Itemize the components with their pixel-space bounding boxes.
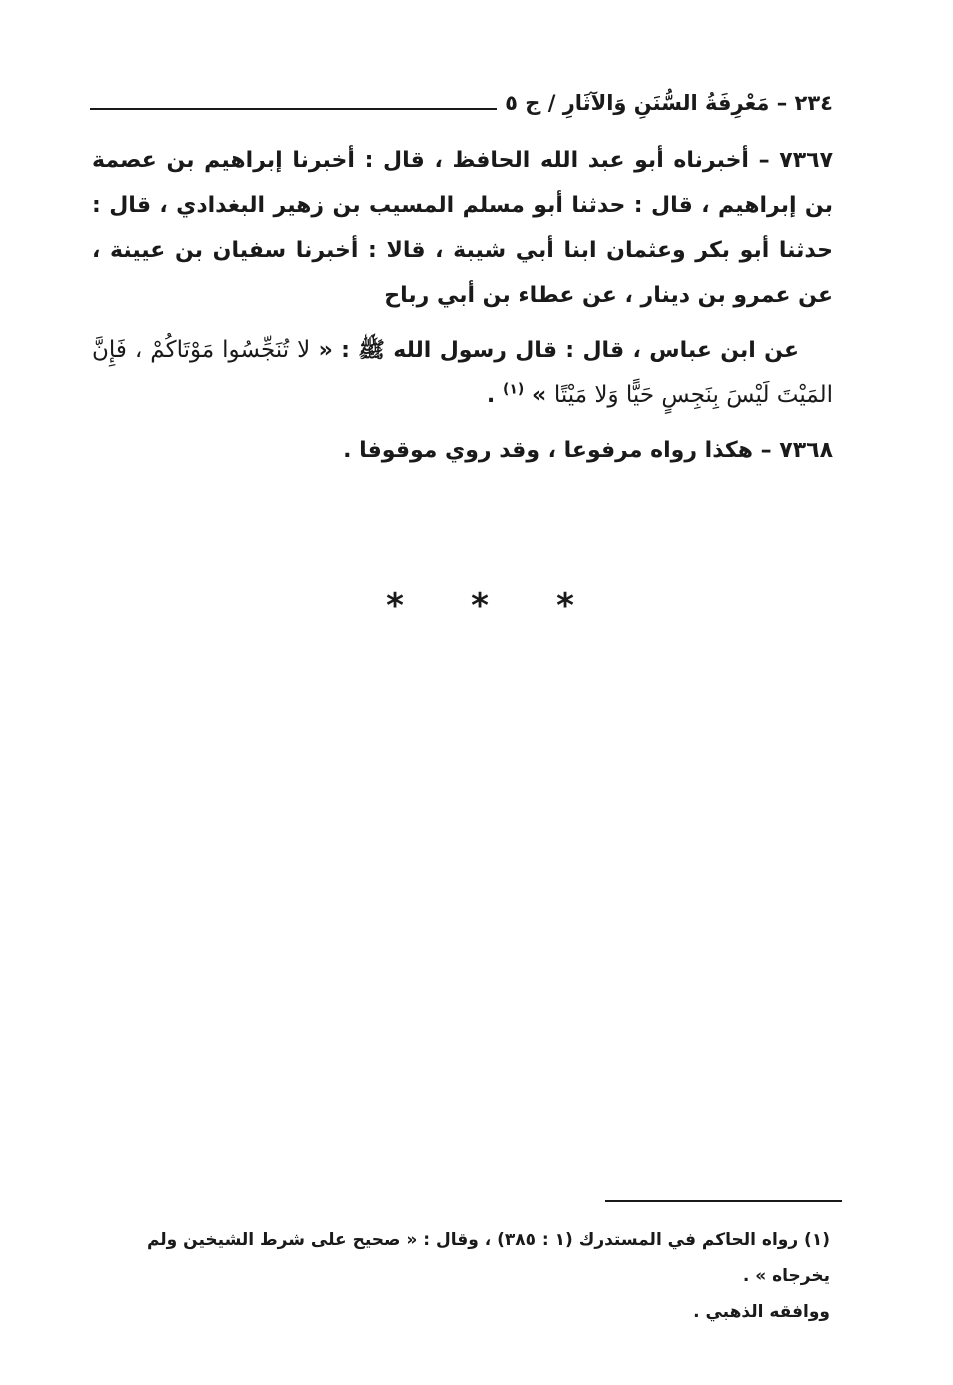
main-text bbox=[92, 138, 833, 473]
paragraph-7367: ٧٣٦٧ – أخبرناه أبو عبد الله الحافظ ، قال : أخبرنا إبراهيم بن عصمة بن إبراهيم ، قال : حدثنا أبو مسلم المسيب بن زهير البغدادي ، قال : حدثنا أبو بكر وعثمان ابنا أبي شيبة ، قالا : أخبرنا سفيان بن عيينة ، عن عمرو بن دينار ، عن عطاء بن أبي رباح bbox=[92, 148, 833, 308]
hadith-close-quote: » bbox=[531, 383, 554, 408]
header-rule bbox=[90, 108, 497, 110]
footnote-rule bbox=[605, 1200, 842, 1202]
section-separator bbox=[380, 586, 580, 626]
hadith-end-dot: . bbox=[486, 383, 503, 408]
hadith-chain-end: عن ابن عباس ، قال : قال رسول الله ﷺ : « bbox=[310, 338, 799, 363]
footnote-reference: (١) bbox=[502, 381, 525, 398]
footnote-line-1: (١) رواه الحاكم في المستدرك (١ : ٣٨٥) ، وقال : « صحيح على شرط الشيخين ولم يخرجاه » . bbox=[146, 1230, 830, 1286]
paragraph-7368: ٧٣٦٨ – هكذا رواه مرفوعا ، وقد روي موقوفا . bbox=[343, 438, 833, 463]
paragraph-hadith bbox=[92, 328, 833, 418]
separator-star: * bbox=[386, 586, 404, 626]
separator-star: * bbox=[471, 586, 489, 626]
footnote bbox=[100, 1222, 830, 1330]
hadith-text: لا تُنَجِّسُوا مَوْتَاكُمْ ، فَإِنَّ المَيْتَ لَيْسَ بِنَجِسٍ حَيًّا وَلا مَيْتًا bbox=[92, 337, 833, 408]
separator-star: * bbox=[556, 586, 574, 626]
running-title: ٢٣٤ – مَعْرِفَةُ السُّنَنِ وَالآثَارِ / ج ٥ bbox=[505, 91, 833, 115]
footnote-line-2: ووافقه الذهبي . bbox=[693, 1302, 830, 1322]
page-header bbox=[90, 84, 833, 118]
